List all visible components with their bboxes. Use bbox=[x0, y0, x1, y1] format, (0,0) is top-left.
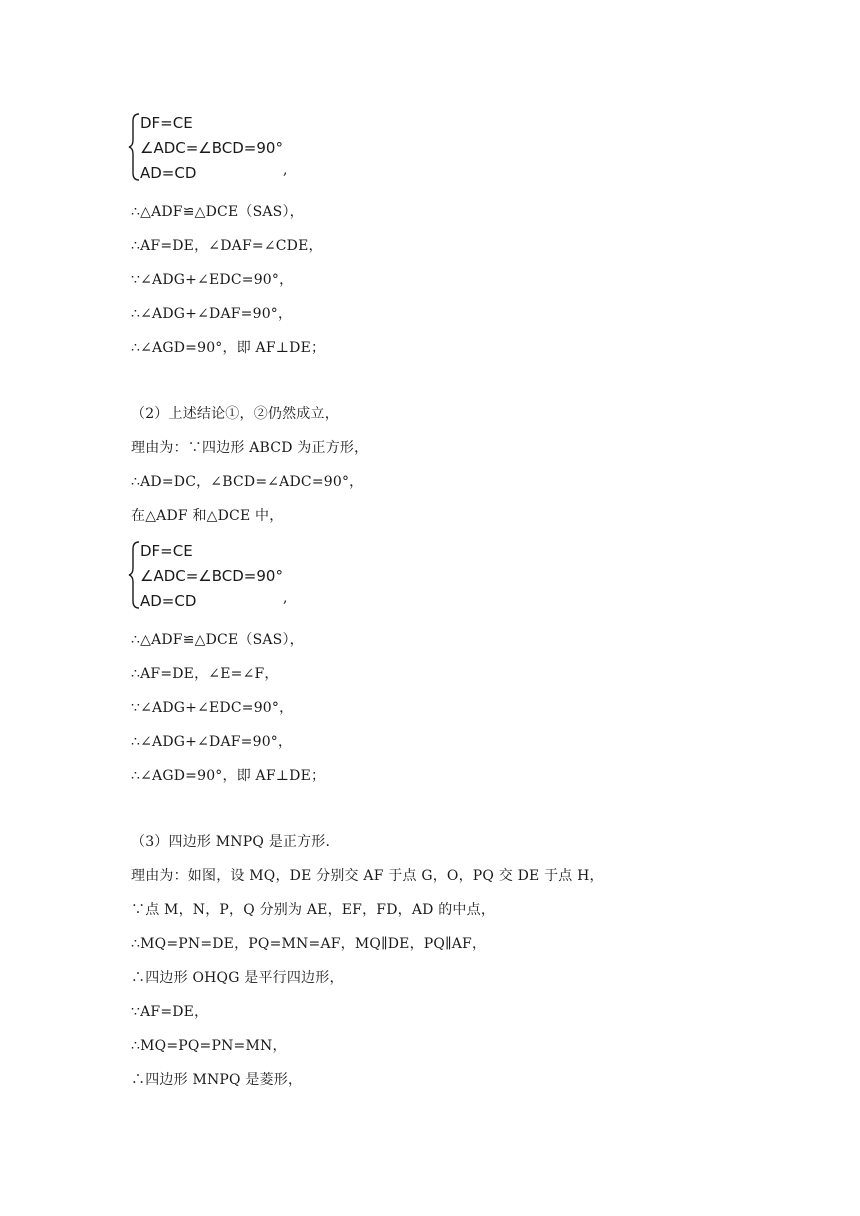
proof-line: 理由为：∵四边形 ABCD 为正方形， bbox=[131, 440, 369, 456]
proof-line: ∴∠AGD=90°，即 AF⊥DE； bbox=[131, 768, 326, 784]
proof-line: ∵AF=DE， bbox=[131, 1004, 209, 1020]
system-row: ∠ADC=∠BCD=90° bbox=[140, 139, 283, 157]
equation-system-1 bbox=[128, 112, 298, 182]
proof-line: ∴AD=DC，∠BCD=∠ADC=90°， bbox=[131, 474, 364, 490]
proof-line: （3）四边形 MNPQ 是正方形. bbox=[131, 834, 331, 850]
proof-line: ∴四边形 MNPQ 是菱形， bbox=[131, 1072, 303, 1088]
proof-line: ∴MQ=PN=DE，PQ=MN=AF，MQ∥DE，PQ∥AF， bbox=[131, 936, 487, 952]
proof-line: ∴AF=DE，∠E=∠F， bbox=[131, 666, 279, 682]
proof-line: ∴∠AGD=90°，即 AF⊥DE； bbox=[131, 340, 326, 356]
system-row: DF=CE bbox=[140, 114, 193, 132]
proof-line: ∴∠ADG+∠DAF=90°， bbox=[131, 734, 293, 750]
proof-line: ∴MQ=PQ=PN=MN， bbox=[131, 1038, 287, 1054]
proof-line: 理由为：如图，设 MQ，DE 分别交 AF 于点 G，O，PQ 交 DE 于点 H， bbox=[131, 868, 604, 884]
system-comma: , bbox=[283, 590, 288, 606]
proof-line: ∴△ADF≌△DCE（SAS）， bbox=[131, 632, 304, 648]
system-row: AD=CD bbox=[140, 592, 197, 610]
system-row: AD=CD bbox=[140, 164, 197, 182]
proof-line: ∴AF=DE，∠DAF=∠CDE， bbox=[131, 238, 323, 254]
equation-system-2 bbox=[128, 540, 298, 610]
proof-line: （2）上述结论①，②仍然成立， bbox=[131, 406, 339, 422]
proof-line: ∴△ADF≌△DCE（SAS）， bbox=[131, 204, 304, 220]
system-comma: , bbox=[283, 162, 288, 178]
proof-line: ∵点 M，N，P，Q 分别为 AE，EF，FD，AD 的中点， bbox=[131, 902, 496, 918]
proof-line: ∵∠ADG+∠EDC=90°， bbox=[131, 700, 294, 716]
system-row: DF=CE bbox=[140, 542, 193, 560]
proof-line: 在△ADF 和△DCE 中， bbox=[131, 508, 284, 524]
proof-line: ∵∠ADG+∠EDC=90°， bbox=[131, 272, 294, 288]
proof-line: ∴∠ADG+∠DAF=90°， bbox=[131, 306, 293, 322]
system-row: ∠ADC=∠BCD=90° bbox=[140, 567, 283, 585]
proof-line: ∴四边形 OHQG 是平行四边形， bbox=[131, 970, 344, 986]
